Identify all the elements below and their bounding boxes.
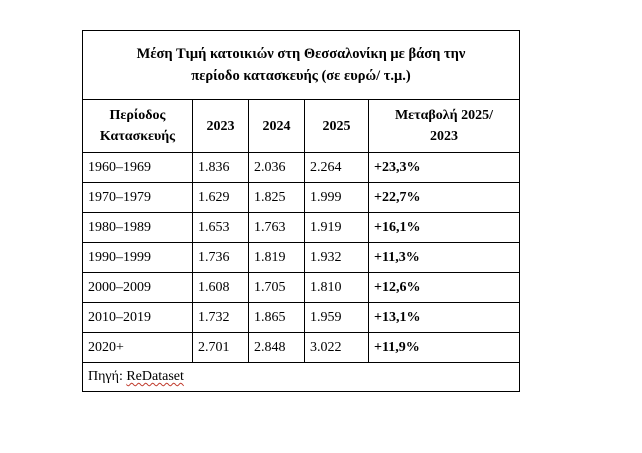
price-2023-cell: 1.836 <box>193 153 249 183</box>
price-2023-cell: 1.736 <box>193 243 249 273</box>
change-cell: +11,3% <box>369 243 520 273</box>
source-row <box>83 363 520 392</box>
header-change <box>369 100 520 153</box>
source-note <box>83 363 520 392</box>
price-2025-cell: 2.264 <box>305 153 369 183</box>
price-table <box>82 30 520 392</box>
change-cell: +11,9% <box>369 333 520 363</box>
change-cell: +13,1% <box>369 303 520 333</box>
period-cell: 1960–1969 <box>83 153 193 183</box>
price-2023-cell: 1.608 <box>193 273 249 303</box>
table-title-line-2: περίοδο κατασκευής (σε ευρώ/ τ.μ.) <box>191 68 411 84</box>
header-period <box>83 100 193 153</box>
header-2024: 2024 <box>249 100 305 153</box>
price-2025-cell: 1.810 <box>305 273 369 303</box>
table-row <box>83 243 520 273</box>
table-row <box>83 303 520 333</box>
price-2024-cell: 2.036 <box>249 153 305 183</box>
change-cell: +22,7% <box>369 183 520 213</box>
period-cell: 2000–2009 <box>83 273 193 303</box>
price-2025-cell: 1.919 <box>305 213 369 243</box>
period-cell: 1990–1999 <box>83 243 193 273</box>
header-change-line-2: 2023 <box>430 129 458 144</box>
title-row <box>83 31 520 100</box>
price-2024-cell: 1.865 <box>249 303 305 333</box>
change-cell: +12,6% <box>369 273 520 303</box>
price-2025-cell: 3.022 <box>305 333 369 363</box>
header-change-line-1: Μεταβολή 2025/ <box>394 108 494 123</box>
header-row <box>83 100 520 153</box>
header-period-line-1: Περίοδος <box>109 108 166 123</box>
period-cell: 2010–2019 <box>83 303 193 333</box>
source-label: Πηγή: <box>88 369 127 384</box>
price-2025-cell: 1.959 <box>305 303 369 333</box>
price-2023-cell: 2.701 <box>193 333 249 363</box>
price-2023-cell: 1.732 <box>193 303 249 333</box>
period-cell: 2020+ <box>83 333 193 363</box>
table-row <box>83 213 520 243</box>
table-title-line-1: Μέση Τιμή κατοικιών στη Θεσσαλονίκη με βάση την <box>136 46 466 62</box>
table-title <box>83 31 520 100</box>
header-period-line-2: Κατασκευής <box>99 129 176 144</box>
change-cell: +23,3% <box>369 153 520 183</box>
period-cell: 1970–1979 <box>83 183 193 213</box>
source-name: ReDataset <box>126 369 184 384</box>
price-2024-cell: 1.819 <box>249 243 305 273</box>
table-row <box>83 153 520 183</box>
price-2024-cell: 1.763 <box>249 213 305 243</box>
price-2023-cell: 1.629 <box>193 183 249 213</box>
table-row <box>83 183 520 213</box>
price-2025-cell: 1.999 <box>305 183 369 213</box>
price-2024-cell: 2.848 <box>249 333 305 363</box>
change-cell: +16,1% <box>369 213 520 243</box>
period-cell: 1980–1989 <box>83 213 193 243</box>
header-2023: 2023 <box>193 100 249 153</box>
price-2023-cell: 1.653 <box>193 213 249 243</box>
price-2025-cell: 1.932 <box>305 243 369 273</box>
price-2024-cell: 1.705 <box>249 273 305 303</box>
table-row <box>83 333 520 363</box>
price-2024-cell: 1.825 <box>249 183 305 213</box>
header-2025: 2025 <box>305 100 369 153</box>
table-row <box>83 273 520 303</box>
